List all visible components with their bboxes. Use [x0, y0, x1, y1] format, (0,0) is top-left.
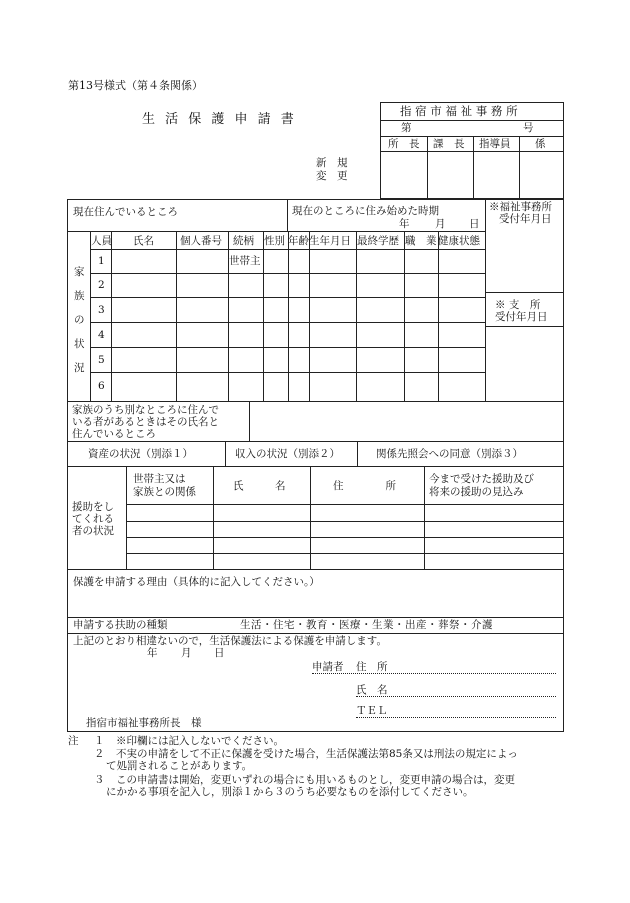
header-birthdate: 生年月日	[309, 235, 351, 247]
welfare-receipt-label: ※福祉事務所	[489, 201, 552, 213]
applicant-tel-line[interactable]	[356, 717, 556, 718]
notes-label: 注	[68, 735, 79, 747]
page-title: 生 活 保 護 申 請 書	[142, 112, 297, 127]
office-number-prefix: 第	[401, 122, 412, 134]
note-text: て処罰されることがあります。	[106, 760, 253, 772]
reason-label: 保護を申請する理由（具体的に記入してください。）	[73, 576, 320, 588]
type-new: 新 規	[316, 157, 348, 169]
row-number: 3	[98, 304, 105, 316]
row-number: 2	[98, 279, 105, 291]
header-personal-number: 個人番号	[180, 235, 222, 247]
row-number: 1	[98, 255, 105, 267]
family-side-label-2: 族	[74, 290, 85, 302]
applicant-address-label: 住 所	[356, 661, 388, 673]
note-number: ３	[94, 774, 105, 786]
header-gender: 性別	[264, 235, 285, 247]
stamp-header-instructor: 指導員	[479, 138, 511, 150]
support-address-header: 住 所	[333, 480, 396, 492]
note-number: ２	[94, 748, 105, 760]
family-side-label-1: 家	[74, 266, 85, 278]
stamp-header-director: 所 長	[388, 138, 420, 150]
note-number: １	[94, 735, 105, 747]
support-side-label-2: てくれる	[72, 513, 114, 525]
support-relation-header-2: 家族との関係	[133, 486, 196, 498]
first-member-relation: 世帯主	[229, 255, 261, 267]
family-side-label-5: 況	[74, 362, 85, 374]
move-in-day: 日	[469, 218, 480, 230]
applicant-name-label: 氏 名	[356, 684, 388, 696]
declaration-text: 上記のとおり相違ないので，生活保護法による保護を申請します。	[73, 635, 387, 647]
current-address-label: 現在住んでいるところ	[73, 206, 178, 218]
addressee: 指宿市福祉事務所長 様	[86, 717, 202, 729]
date-day: 日	[214, 647, 225, 659]
header-health: 健康状態	[438, 235, 480, 247]
note-text: 不実の申請をして不正に保護を受けた場合，生活保護法第85条又は刑法の規定によっ	[116, 748, 518, 760]
annex-income: 収入の状況（別添２）	[235, 448, 340, 460]
header-name: 氏名	[133, 235, 154, 247]
header-members: 人員	[91, 235, 112, 247]
support-assistance-header-2: 将来の援助の見込み	[429, 486, 524, 498]
header-education: 最終学歴	[357, 235, 399, 247]
row-number: 6	[98, 380, 105, 392]
move-in-year: 年	[399, 218, 410, 230]
applicant-tel-label: ＴＥＬ	[356, 705, 388, 717]
note-text: この申請書は開始，変更いずれの場合にも用いるものとし，変更申請の場合は，変更	[116, 774, 515, 786]
stamp-header-section-chief: 課 長	[433, 138, 465, 150]
move-in-time-label: 現在のところに住み始めた時期	[292, 205, 439, 217]
support-side-label-3: 者の状況	[72, 525, 114, 537]
office-number-suffix: 号	[523, 122, 534, 134]
welfare-receipt-date: 受付年月日	[499, 213, 552, 225]
branch-receipt-date: 受付年月日	[495, 311, 548, 323]
separated-family-label-2: いる者があるときはその氏名と	[72, 416, 219, 428]
note-text: ※印欄には記入しないでください。	[116, 735, 284, 747]
separated-family-label-1: 家族のうち別なところに住んで	[72, 404, 219, 416]
annex-consent: 関係先照会への同意（別添３）	[376, 448, 523, 460]
applicant-label: 申請者	[312, 661, 344, 673]
header-relation: 続柄	[233, 235, 254, 247]
note-text: にかかる事項を記入し，別添１から３のうち必要なものを添付してください。	[106, 786, 474, 798]
header-occupation: 職 業	[405, 235, 437, 247]
support-relation-header-1: 世帯主又は	[133, 473, 186, 485]
stamp-header-clerk: 係	[535, 138, 546, 150]
row-number: 4	[98, 329, 105, 341]
form-number: 第13号様式（第４条関係）	[68, 79, 203, 92]
applicant-address-line[interactable]	[312, 673, 556, 674]
branch-receipt-label: ※ 支 所	[495, 299, 541, 311]
date-year: 年	[147, 647, 158, 659]
office-name: 指 宿 市 福 祉 事 務 所	[400, 104, 518, 118]
separated-family-label-3: 住んでいるところ	[72, 428, 156, 440]
row-number: 5	[98, 354, 105, 366]
move-in-month: 月	[435, 218, 446, 230]
family-side-label-4: 状	[74, 338, 85, 350]
header-age: 年齢	[288, 235, 309, 247]
support-assistance-header-1: 今まで受けた援助及び	[429, 473, 534, 485]
date-month: 月	[181, 647, 192, 659]
aid-type-options: 生活・住宅・教育・医療・生業・出産・葬祭・介護	[240, 619, 493, 631]
support-name-header: 氏 名	[233, 480, 286, 492]
support-side-label-1: 援助をし	[72, 501, 114, 513]
annex-assets: 資産の状況（別添１）	[88, 448, 193, 460]
aid-type-label: 申請する扶助の種類	[73, 619, 168, 631]
family-side-label-3: の	[74, 314, 85, 326]
type-change: 変 更	[316, 170, 348, 182]
applicant-name-line[interactable]	[356, 696, 556, 697]
